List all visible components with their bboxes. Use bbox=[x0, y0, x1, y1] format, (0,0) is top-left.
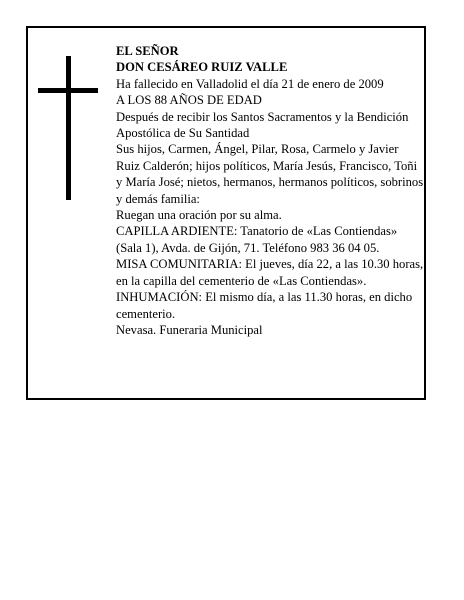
prayer-line: Ruegan una oración por su alma. bbox=[116, 208, 282, 223]
cross-horizontal-bar bbox=[38, 88, 98, 93]
funeral-home: Nevasa. Funeraria Municipal bbox=[116, 322, 263, 337]
deceased-name: DON CESÁREO RUIZ VALLE bbox=[116, 60, 288, 75]
chapel-line bbox=[116, 223, 424, 256]
cross-icon bbox=[38, 56, 98, 200]
obituary-notice bbox=[26, 26, 426, 400]
mass-text: El jueves, día 22, a las 10.30 horas, en la capilla del cementerio de «Las Contiendas». bbox=[116, 257, 424, 288]
burial-line bbox=[116, 289, 424, 322]
mass-line bbox=[116, 256, 424, 289]
chapel-label: CAPILLA ARDIENTE: bbox=[116, 224, 238, 239]
mass-label: MISA COMUNITARIA: bbox=[116, 257, 242, 272]
sacraments-line: Después de recibir los Santos Sacramentos y la Bendición Apostólica de Su Santidad bbox=[116, 109, 409, 141]
obituary-text bbox=[116, 43, 424, 338]
burial-label: INHUMACIÓN: bbox=[116, 290, 203, 305]
burial-text: El mismo día, a las 11.30 horas, en dicho cementerio. bbox=[116, 290, 413, 321]
death-line: Ha fallecido en Valladolid el día 21 de enero de 2009 bbox=[116, 76, 384, 91]
cross-vertical-bar bbox=[66, 56, 71, 200]
family-line: Sus hijos, Carmen, Ángel, Pilar, Rosa, Carmelo y Javier Ruiz Calderón; hijos políticos, María Jesús, Francisco, Toñi y María José; nietos, hermanos, hermanos políticos, sobrinos y demás familia: bbox=[116, 142, 424, 206]
obituary-title: EL SEÑOR bbox=[116, 44, 179, 58]
chapel-text: Tanatorio de «Las Contiendas» (Sala 1), Avda. de Gijón, 71. Teléfono 983 36 04 05. bbox=[116, 224, 398, 255]
age-line: A LOS 88 AÑOS DE EDAD bbox=[116, 93, 262, 108]
